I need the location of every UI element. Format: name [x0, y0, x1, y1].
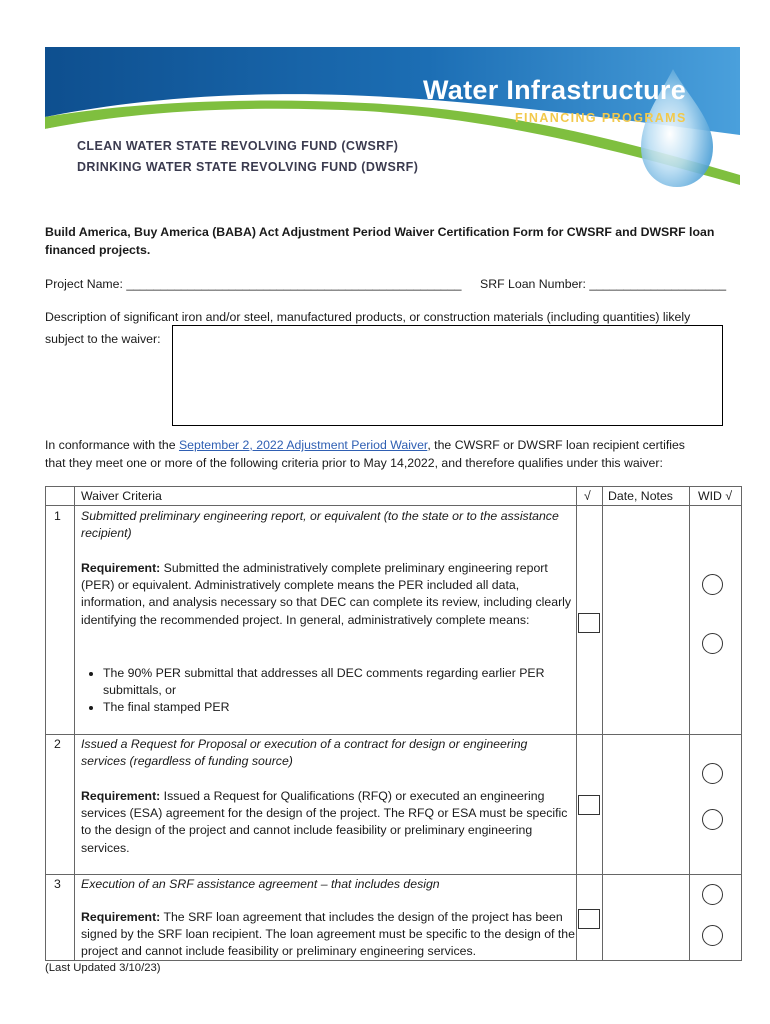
conformance-line-1	[45, 437, 685, 454]
project-name-row	[45, 276, 461, 293]
row-number: 1	[54, 509, 61, 523]
header-check: √	[584, 489, 591, 503]
requirement-label: Requirement:	[81, 789, 161, 803]
criteria-2-checkbox[interactable]	[578, 795, 600, 815]
conformance-suffix: , the CWSRF or DWSRF loan recipient certifies	[427, 438, 685, 452]
description-label-line-2: subject to the waiver:	[45, 332, 161, 346]
project-name-field[interactable]: _________________________________________________	[126, 277, 462, 291]
row-number: 3	[54, 877, 61, 891]
criteria-heading: Issued a Request for Proposal or execution of a contract for design or engineering services (regardless of funding source)	[81, 737, 528, 769]
header-waiver-criteria: Waiver Criteria	[81, 489, 162, 503]
criteria-2-wid-radio-b[interactable]	[702, 809, 723, 830]
requirement-text: Submitted the administratively complete preliminary engineering report (PER) or equivalent. Administratively complete means the PER included all data, information, and analysis necessary so that DEC can complete its review, including clearly identifying the recommended project. In general, administratively complete means:	[81, 561, 572, 627]
criteria-1-checkbox[interactable]	[578, 613, 600, 633]
requirement-label: Requirement:	[81, 910, 161, 924]
bullet-item: • The final stamped PER	[103, 699, 575, 716]
criteria-1-wid-radio-a[interactable]	[702, 574, 723, 595]
criteria-3-checkbox[interactable]	[578, 909, 600, 929]
conformance-prefix: In conformance with the	[45, 438, 179, 452]
bullet-item: • The 90% PER submittal that addresses all DEC comments regarding earlier PER submittals, or	[103, 665, 575, 699]
header-date-notes: Date, Notes	[608, 489, 673, 503]
description-label-line-1: Description of significant iron and/or steel, manufactured products, or construction materials (including quantities) likely	[45, 310, 691, 324]
row-divider	[46, 505, 741, 506]
waiver-link[interactable]: September 2, 2022 Adjustment Period Waiver	[178, 438, 428, 452]
criteria-1-wid-radio-b[interactable]	[702, 633, 723, 654]
criteria-requirement	[81, 909, 575, 961]
fund-line-dwsrf: DRINKING WATER STATE REVOLVING FUND (DWSRF)	[77, 160, 419, 174]
requirement-text: Issued a Request for Qualifications (RFQ) or executed an engineering services (ESA) agreement for the design of the project. The RFQ or ESA must be specific to the design of the project and cannot include feasibility or preliminary engineering services.	[81, 789, 568, 855]
criteria-requirement	[81, 788, 575, 857]
criteria-2-wid-radio-a[interactable]	[702, 763, 723, 784]
criteria-3-wid-radio-a[interactable]	[702, 884, 723, 905]
brand-title: Water Infrastructure	[423, 75, 687, 105]
row-divider	[46, 734, 741, 735]
project-name-label: Project Name:	[45, 277, 127, 291]
criteria-bullets	[81, 665, 575, 717]
srf-loan-number-label: SRF Loan Number:	[480, 277, 590, 291]
last-updated-note: (Last Updated 3/10/23)	[45, 962, 161, 974]
requirement-label: Requirement:	[81, 561, 161, 575]
criteria-requirement	[81, 560, 575, 629]
fund-line-cwsrf: CLEAN WATER STATE REVOLVING FUND (CWSRF)	[77, 139, 399, 153]
row-number: 2	[54, 737, 61, 751]
column-divider	[576, 487, 577, 960]
srf-loan-row	[480, 276, 726, 293]
brand-subtitle: FINANCING PROGRAMS	[515, 111, 687, 125]
srf-loan-number-field[interactable]: ____________________	[589, 277, 727, 291]
criteria-3-wid-radio-b[interactable]	[702, 925, 723, 946]
column-divider	[602, 487, 603, 960]
form-title: Build America, Buy America (BABA) Act Adjustment Period Waiver Certification Form for CWSRF and DWSRF loan financed projects.	[45, 225, 715, 257]
conformance-line-2: that they meet one or more of the following criteria prior to May 14,2022, and therefore qualifies under this waiver:	[45, 456, 663, 470]
criteria-heading: Submitted preliminary engineering report, or equivalent (to the state or to the assistance recipient)	[81, 509, 559, 541]
description-text-box[interactable]	[172, 325, 723, 426]
column-divider	[74, 487, 75, 960]
row-divider	[46, 874, 741, 875]
header-banner	[45, 47, 740, 200]
column-divider	[689, 487, 690, 960]
requirement-text: The SRF loan agreement that includes the design of the project has been signed by the SRF loan recipient. The loan agreement must be specific to the design of the project and cannot include feasibility or preliminary engineering services.	[81, 910, 575, 959]
header-wid: WID √	[698, 489, 733, 503]
waiver-criteria-table	[45, 486, 742, 961]
criteria-heading: Execution of an SRF assistance agreement – that includes design	[81, 877, 440, 891]
